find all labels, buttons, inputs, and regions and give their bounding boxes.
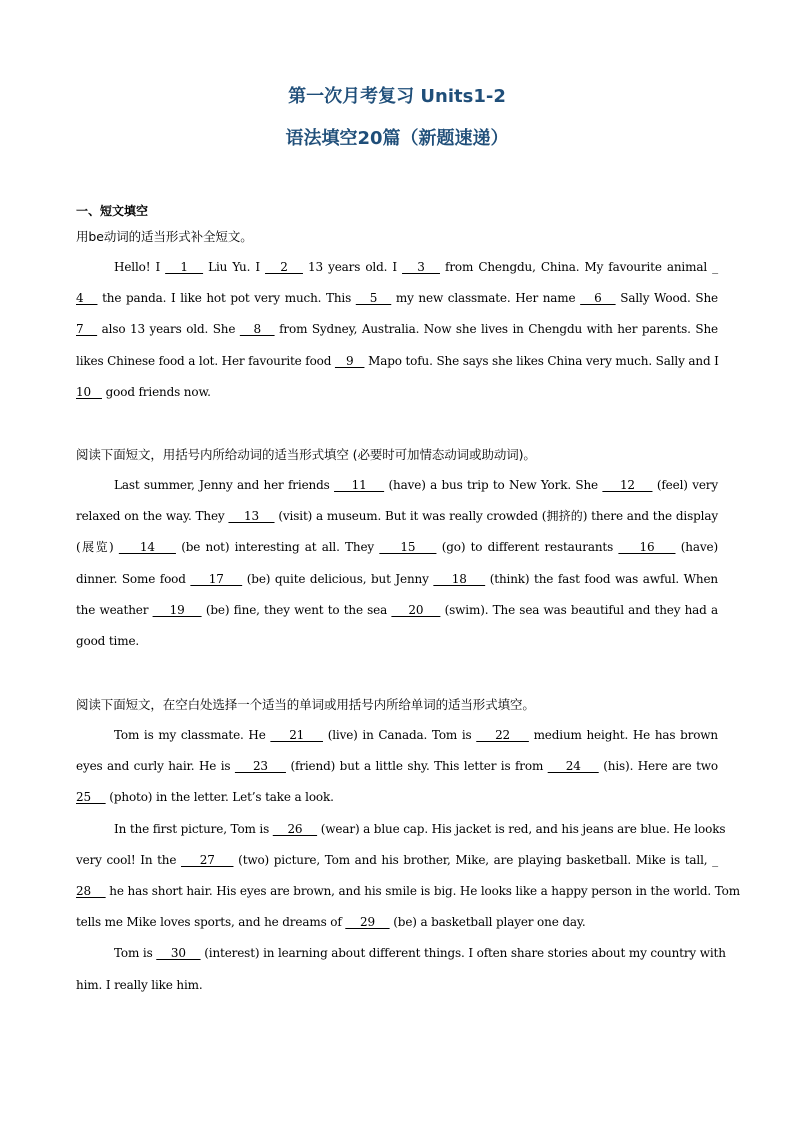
- passage-line: [76, 377, 718, 408]
- answer-blank[interactable]: 14: [118, 540, 176, 555]
- passage-text: Liu Yu. I: [203, 260, 266, 274]
- passage-text: (have): [675, 540, 718, 555]
- passage-text: (think) the fast food was awful. When: [485, 571, 718, 586]
- answer-blank[interactable]: 22: [476, 728, 529, 742]
- passage-line: [76, 814, 726, 845]
- passage-text: (his). Here are two: [598, 759, 718, 774]
- answer-blank[interactable]: 10: [76, 384, 102, 399]
- passage1: [76, 252, 718, 408]
- answer-blank[interactable]: 16: [618, 540, 676, 555]
- passage-text: relaxed on the way. They: [76, 509, 229, 524]
- passage-text: (live) in Canada. Tom is: [322, 728, 477, 742]
- answer-blank[interactable]: 26: [272, 821, 318, 836]
- answer-blank[interactable]: 4: [76, 291, 98, 306]
- answer-blank[interactable]: 20: [391, 602, 441, 617]
- passage-text: In the first picture, Tom is: [114, 821, 273, 836]
- passage-text: good time.: [76, 634, 140, 649]
- passage3-instruction: 阅读下面短文，在空白处选择一个适当的单词或用括号内所给单词的适当形式填空。: [76, 697, 535, 712]
- passage-line: [76, 532, 718, 563]
- passage-text: him. I really like him.: [76, 977, 203, 992]
- passage-line: [76, 938, 726, 969]
- answer-blank[interactable]: 13: [228, 509, 275, 524]
- passage-text: (be not) interesting at all. They: [175, 540, 380, 555]
- answer-blank[interactable]: 19: [152, 602, 202, 617]
- passage-text: likes Chinese food a lot. Her favourite food: [76, 353, 335, 368]
- passage-text: (interest) in learning about different things. I often share stories about my country with: [200, 946, 726, 961]
- passage-text: eyes and curly hair. He is: [76, 759, 235, 774]
- answer-blank[interactable]: 23: [234, 759, 286, 774]
- answer-blank[interactable]: 1: [165, 260, 204, 274]
- passage-text: Tom is: [114, 946, 157, 961]
- passage-line: [76, 346, 718, 377]
- answer-blank[interactable]: 6: [580, 291, 616, 306]
- passage-text: the panda. I like hot pot very much. This: [97, 291, 356, 306]
- answer-blank[interactable]: 27: [181, 852, 234, 867]
- answer-blank[interactable]: 8: [239, 322, 275, 337]
- passage2-instruction: 阅读下面短文，用括号内所给动词的适当形式填空 (必要时可加情态动词或助动词)。: [76, 447, 536, 462]
- passage-text: (have) a bus trip to New York. She: [384, 478, 603, 492]
- passage-text: from Sydney, Australia. Now she lives in Chengdu with her parents. She: [274, 322, 718, 337]
- passage-line: [76, 876, 740, 907]
- passage-text: 13 years old. I: [302, 260, 403, 274]
- passage-line: [76, 470, 718, 501]
- answer-blank[interactable]: 24: [547, 759, 599, 774]
- passage-line: [76, 907, 718, 938]
- passage-line: [76, 751, 718, 782]
- passage2: [76, 470, 718, 657]
- passage-text: from Chengdu, China. My favourite animal _: [439, 260, 718, 274]
- passage-line: [76, 720, 718, 751]
- passage-line: [76, 501, 718, 532]
- answer-blank[interactable]: 5: [355, 291, 392, 306]
- passage-text: (be) quite delicious, but Jenny: [242, 571, 434, 586]
- passage-text: (feel) very: [652, 478, 718, 492]
- passage-line: [76, 595, 718, 626]
- answer-blank[interactable]: 17: [190, 571, 243, 586]
- passage-text: (two) picture, Tom and his brother, Mike, are playing basketball. Mike is tall, _: [233, 852, 718, 867]
- passage-line: [76, 845, 718, 876]
- passage-line: [76, 782, 718, 813]
- passage-text: Mapo tofu. She says she likes China very much. Sally and I: [364, 353, 719, 368]
- passage-text: Hello! I: [114, 260, 166, 274]
- passage-text: very cool! In the: [76, 852, 181, 867]
- passage-line: [76, 283, 718, 314]
- answer-blank[interactable]: 30: [156, 946, 201, 961]
- passage-text: (friend) but a little shy. This letter is from: [285, 759, 548, 774]
- answer-blank[interactable]: 15: [379, 540, 437, 555]
- passage-text: (wear) a blue cap. His jacket is red, and his jeans are blue. He looks: [317, 821, 726, 836]
- passage-text: Last summer, Jenny and her friends: [114, 478, 335, 492]
- answer-blank[interactable]: 7: [76, 322, 98, 337]
- answer-blank[interactable]: 28: [76, 884, 106, 899]
- passage-text: (photo) in the letter. Let’s take a look.: [105, 790, 334, 805]
- passage-text: Sally Wood. She: [615, 291, 718, 306]
- answer-blank[interactable]: 12: [602, 478, 653, 492]
- passage-line: [76, 252, 718, 283]
- passage-line: [76, 314, 718, 345]
- passage-text: dinner. Some food: [76, 571, 191, 586]
- passage-text: Tom is my classmate. He: [114, 728, 271, 742]
- answer-blank[interactable]: 11: [334, 478, 385, 492]
- passage-text: (be) a basketball player one day.: [389, 915, 586, 930]
- passage1-instruction: 用be动词的适当形式补全短文。: [76, 229, 253, 244]
- passage-text: the weather: [76, 602, 153, 617]
- passage3: [76, 720, 740, 1001]
- passage-text: he has short hair. His eyes are brown, and his smile is big. He looks like a happy person in the world. Tom: [105, 884, 740, 899]
- passage-line: [76, 626, 718, 657]
- passage-text: (visit) a museum. But it was really crowded (拥挤的) there and the display: [274, 509, 718, 524]
- answer-blank[interactable]: 9: [334, 353, 365, 368]
- passage-text: (swim). The sea was beautiful and they had a: [440, 602, 718, 617]
- page-title: 第一次月考复习 Units1-2: [288, 86, 506, 107]
- answer-blank[interactable]: 25: [76, 790, 106, 805]
- answer-blank[interactable]: 3: [402, 260, 440, 274]
- passage-line: [76, 564, 718, 595]
- passage-text: medium height. He has brown: [528, 728, 719, 742]
- passage-text: good friends now.: [101, 384, 211, 399]
- passage-text: (展览): [76, 540, 119, 555]
- answer-blank[interactable]: 2: [265, 260, 303, 274]
- answer-blank[interactable]: 18: [433, 571, 486, 586]
- section-heading: 一、短文填空: [76, 204, 149, 218]
- passage-text: (go) to different restaurants: [436, 540, 619, 555]
- passage-line: [76, 970, 718, 1001]
- passage-text: also 13 years old. She: [97, 322, 240, 337]
- answer-blank[interactable]: 29: [345, 915, 390, 930]
- passage-text: (be) fine, they went to the sea: [201, 602, 392, 617]
- page-subtitle: 语法填空20篇（新题速递）: [285, 128, 509, 149]
- passage-text: my new classmate. Her name: [391, 291, 581, 306]
- answer-blank[interactable]: 21: [270, 728, 323, 742]
- passage-text: tells me Mike loves sports, and he dreams of: [76, 915, 346, 930]
